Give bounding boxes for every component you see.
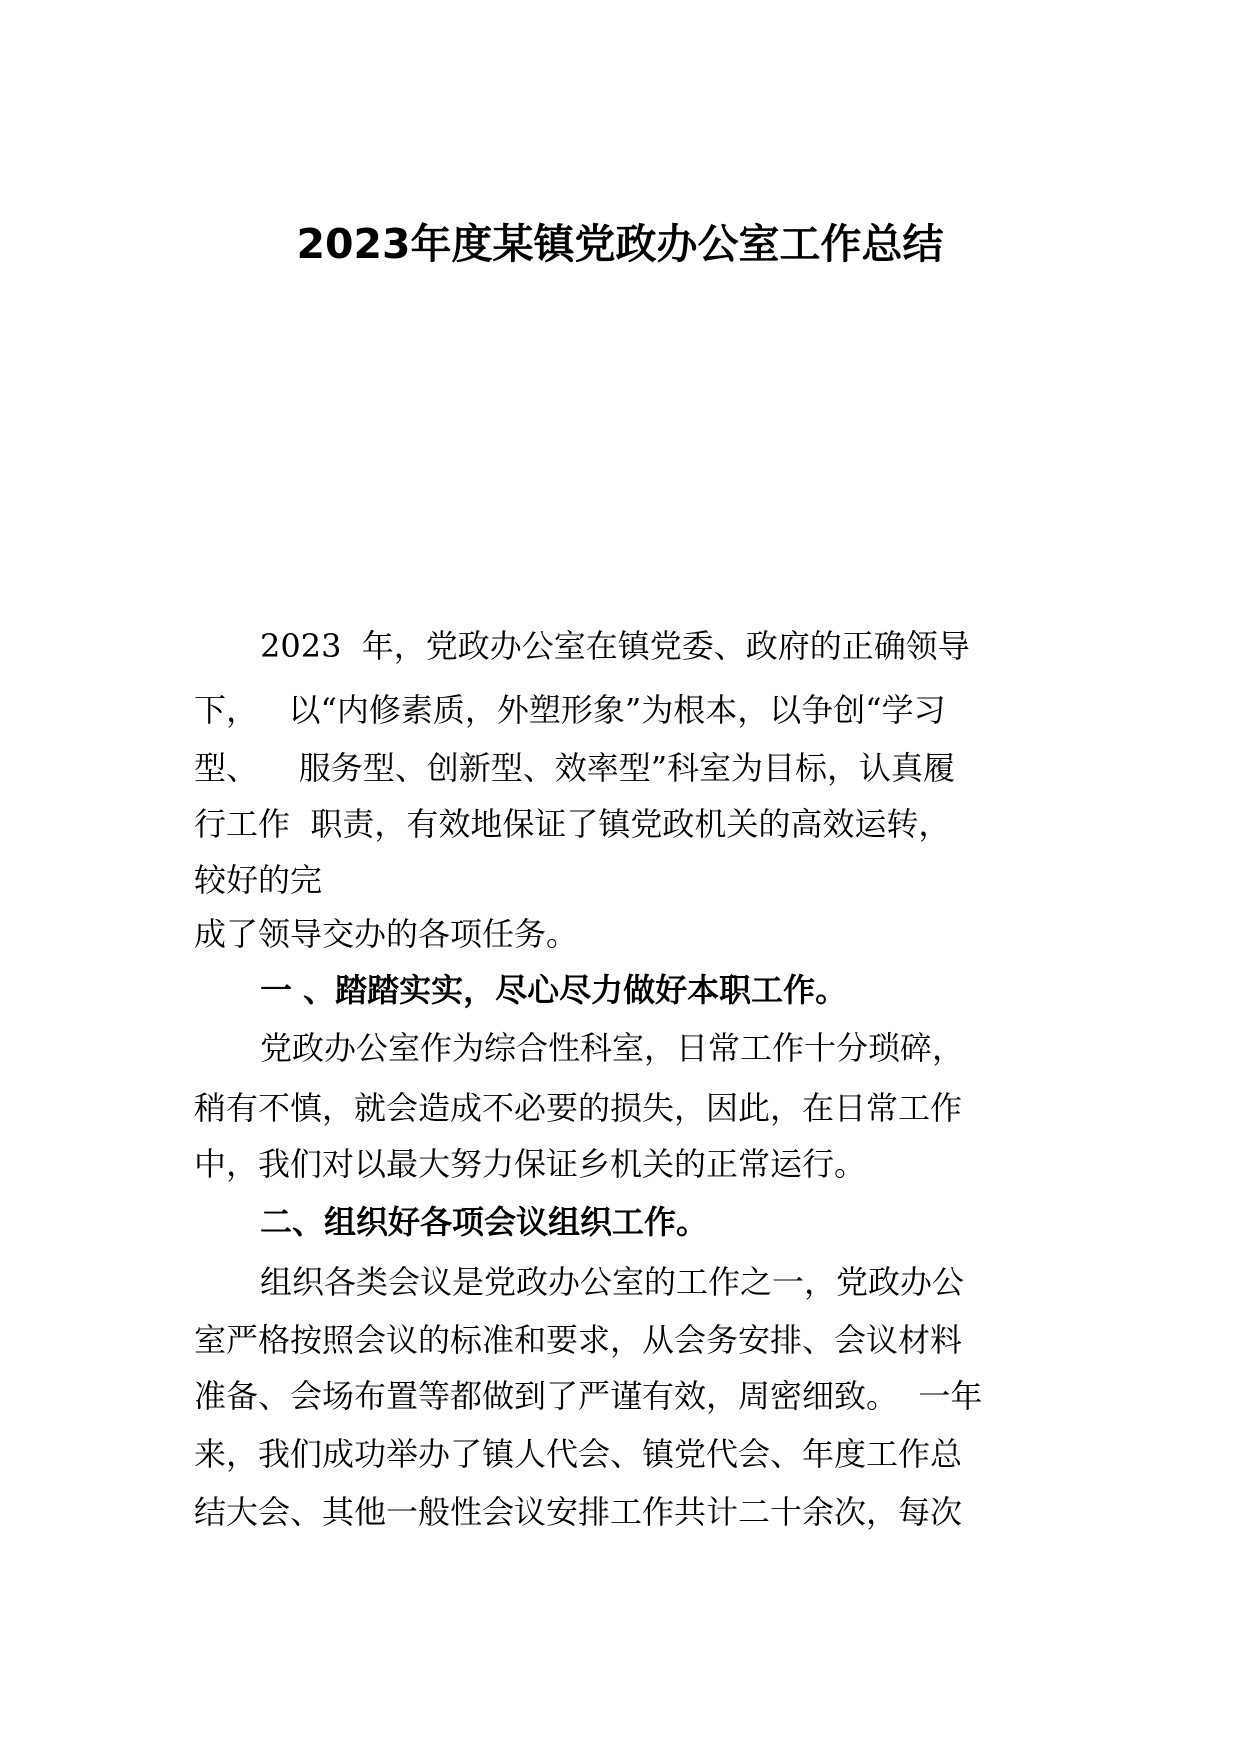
paragraph-line: 稍有不慎，就会造成不必要的损失，因此，在日常工作 xyxy=(194,1089,963,1127)
paragraph-line: 中，我们对以最大努力保证乡机关的正常运行。 xyxy=(194,1145,867,1183)
paragraph-line: 2023 年，党政办公室在镇党委、政府的正确领导 xyxy=(260,627,970,665)
paragraph-line: 型、 服务型、创新型、效率型”科室为目标，认真履 xyxy=(194,749,956,787)
paragraph-line: 成了领导交办的各项任务。 xyxy=(194,915,579,953)
paragraph-line: 党政办公室作为综合性科室，日常工作十分琐碎， xyxy=(260,1029,965,1067)
paragraph-line: 行工作 职责，有效地保证了镇党政机关的高效运转， xyxy=(194,805,951,843)
paragraph-line: 组织各类会议是党政办公室的工作之一，党政办公 xyxy=(260,1263,965,1301)
document-title: 2023年度某镇党政办公室工作总结 xyxy=(296,220,944,268)
paragraph-line: 室严格按照会议的标准和要求，从会务安排、会议材料 xyxy=(194,1321,963,1359)
paragraph-line: 较好的完 xyxy=(194,861,323,899)
paragraph-line: 准备、会场布置等都做到了严谨有效，周密细致。 一年 xyxy=(194,1377,983,1415)
paragraph-line: 来，我们成功举办了镇人代会、镇党代会、年度工作总 xyxy=(194,1435,963,1473)
paragraph-line: 下， 以“内修素质，外塑形象”为根本，以争创“学习 xyxy=(194,691,946,729)
section-heading: 一 、踏踏实实，尽心尽力做好本职工作。 xyxy=(260,971,848,1009)
section-heading: 二、组织好各项会议组织工作。 xyxy=(260,1203,709,1241)
paragraph-line: 结大会、其他一般性会议安排工作共计二十余次，每次 xyxy=(194,1493,963,1531)
